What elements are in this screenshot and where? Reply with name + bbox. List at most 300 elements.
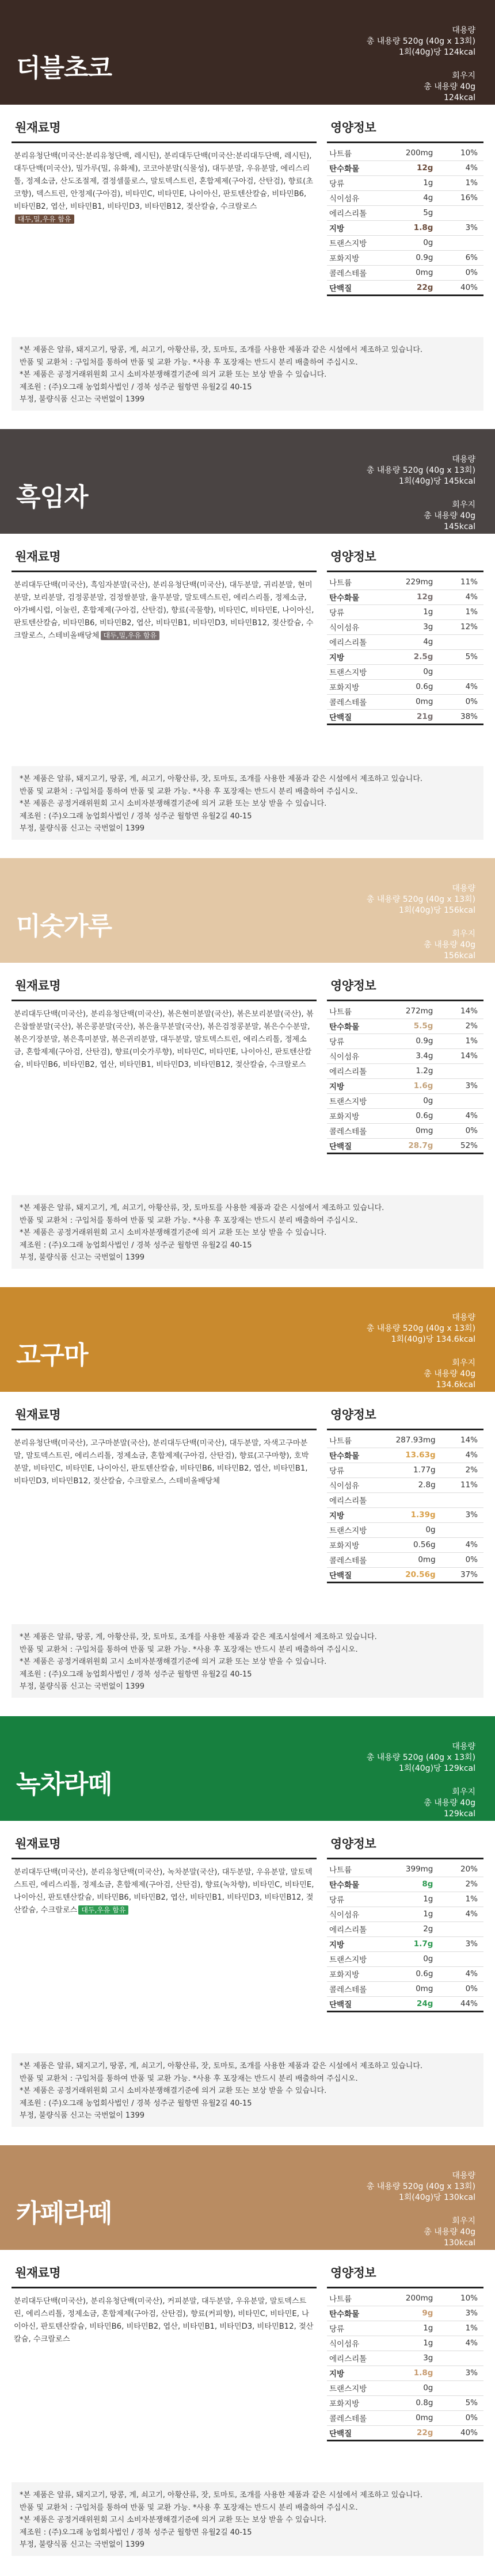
- header-line: 129kcal: [444, 1809, 475, 1819]
- nutrient-percent: 40%: [443, 2425, 483, 2440]
- nutrient-percent: 1%: [443, 2321, 483, 2336]
- nutrient-percent: 52%: [443, 1138, 483, 1153]
- nutrition-row: [327, 2321, 483, 2336]
- nutrient-percent: 4%: [443, 590, 483, 604]
- header-line: 124kcal: [444, 93, 475, 102]
- nutrient-amount: 0mg: [406, 2410, 444, 2425]
- nutrient-amount: 4g: [406, 634, 444, 649]
- nutrient-amount: 13.63g: [396, 1448, 446, 1463]
- nutrient-name: 나트륨: [327, 1862, 406, 1877]
- nutrition-row: [327, 1048, 483, 1063]
- header-line: 대용량: [452, 884, 475, 893]
- nutrient-amount: 0mg: [406, 694, 444, 709]
- nutrient-name: 식이섬유: [327, 1048, 406, 1063]
- nutrient-amount: 5.5g: [406, 1019, 444, 1034]
- nutrient-percent: [443, 235, 483, 250]
- nutrient-percent: 3%: [443, 220, 483, 235]
- notice-box: [12, 1624, 483, 1698]
- header-line: 총 내용량 520g (40g x 13회): [366, 895, 475, 904]
- nutrient-amount: 200mg: [406, 2291, 444, 2306]
- product-header: [0, 2145, 495, 2250]
- nutrient-name: 에리스리톨: [327, 1492, 396, 1507]
- nutrient-amount: 1g: [406, 175, 444, 190]
- nutrient-name: 트랜스지방: [327, 664, 406, 679]
- notice-line: 반품 및 교환처 : 구입처를 통하여 반품 및 교환 가능. *사용 후 포장재는 반드시 분리 배출하여 주십시오.: [20, 1216, 358, 1225]
- header-line: 대용량: [452, 455, 475, 464]
- header-line: 대용량: [452, 26, 475, 35]
- header-info: [367, 454, 475, 545]
- ingredients-title: 원재료명: [12, 534, 317, 572]
- notice-line: *본 제품은 알류, 땅콩, 게, 아황산류, 잣, 토마토, 조개를 사용한 제품과 같은 제조시설에서 제조하고 있습니다.: [20, 1633, 377, 1641]
- ingredients-panel: [12, 2250, 317, 2346]
- nutrient-amount: 0g: [406, 664, 444, 679]
- nutrient-amount: 287.93mg: [396, 1433, 446, 1448]
- nutrient-percent: 0%: [443, 694, 483, 709]
- nutrition-row: [327, 1463, 483, 1478]
- nutrient-percent: 37%: [446, 1567, 483, 1582]
- nutrient-name: 지방: [327, 2366, 406, 2380]
- notice-line: 부정, 불량식품 신고는 국번없이 1399: [20, 395, 144, 404]
- nutrition-row: [327, 649, 483, 664]
- notice-line: *본 제품은 공정거래위원회 고시 소비자분쟁해결기준에 의거 교환 또는 보상 받을 수 있습니다.: [20, 1228, 327, 1237]
- notice-line: 부정, 불량식품 신고는 국번없이 1399: [20, 2540, 144, 2549]
- nutrition-row: [327, 160, 483, 175]
- header-line: 회우지: [452, 2217, 475, 2226]
- nutrient-percent: 6%: [443, 250, 483, 265]
- nutrition-row: [327, 1507, 483, 1522]
- nutrient-percent: 0%: [446, 1552, 483, 1567]
- nutrient-amount: 3.4g: [406, 1048, 444, 1063]
- nutrient-percent: 2%: [443, 1877, 483, 1892]
- header-info-single: [367, 71, 475, 104]
- notice-line: 반품 및 교환처 : 구입처를 통하여 반품 및 교환 가능. *사용 후 포장재는 반드시 분리 배출하여 주십시오.: [20, 2503, 358, 2512]
- nutrition-row: [327, 1478, 483, 1492]
- nutrient-percent: 1%: [443, 1892, 483, 1907]
- nutrition-row: [327, 2306, 483, 2321]
- notice-line: 부정, 불량식품 신고는 국번없이 1399: [20, 1682, 144, 1691]
- nutrient-percent: 3%: [443, 2306, 483, 2321]
- nutrient-name: 식이섬유: [327, 1478, 396, 1492]
- nutrient-amount: 12g: [406, 160, 444, 175]
- nutrient-amount: 1.8g: [406, 220, 444, 235]
- product-section: [0, 1287, 495, 1716]
- nutrient-amount: 0.9g: [406, 1034, 444, 1048]
- product-header: [0, 0, 495, 105]
- header-line: 총 내용량 520g (40g x 13회): [366, 1753, 475, 1762]
- nutrition-row: [327, 1862, 483, 1877]
- nutrition-row: [327, 694, 483, 709]
- nutrient-amount: 1.77g: [396, 1463, 446, 1478]
- header-line: 회우지: [452, 929, 475, 939]
- nutrient-name: 식이섬유: [327, 2336, 406, 2351]
- ingredients-text: [12, 572, 317, 642]
- nutrition-row: [327, 1034, 483, 1048]
- nutrient-amount: 8g: [406, 1877, 444, 1892]
- nutrient-percent: 14%: [443, 1004, 483, 1019]
- nutrient-name: 콜레스테롤: [327, 1981, 406, 1996]
- nutrient-amount: 3g: [406, 2351, 444, 2366]
- nutrition-title: 영양정보: [327, 534, 483, 572]
- notice-line: *본 제품은 알류, 돼지고기, 땅콩, 게, 쇠고기, 아황산류, 잣, 토마토, 조개를 사용한 제품과 같은 시설에서 제조하고 있습니다.: [20, 775, 423, 783]
- nutrition-table: [327, 146, 483, 296]
- nutrient-name: 콜레스테롤: [327, 1552, 396, 1567]
- nutrient-amount: 1g: [406, 2321, 444, 2336]
- product-main: [12, 105, 483, 337]
- nutrition-row: [327, 2410, 483, 2425]
- nutrition-panel: [327, 1392, 483, 1583]
- nutrition-row: [327, 175, 483, 190]
- notice-line: *본 제품은 알류, 돼지고기, 땅콩, 게, 쇠고기, 아황산류, 잣, 토마토, 조개를 사용한 제품과 같은 시설에서 제조하고 있습니다.: [20, 2491, 423, 2500]
- product-main: [12, 2250, 483, 2482]
- header-info-large: [367, 454, 475, 487]
- nutrient-amount: 2.5g: [406, 649, 444, 664]
- nutrition-table: [327, 1004, 483, 1154]
- nutrient-percent: 20%: [443, 1862, 483, 1877]
- nutrient-amount: 0.9g: [406, 250, 444, 265]
- nutrient-name: 지방: [327, 1936, 406, 1951]
- nutrient-name: 단백질: [327, 709, 406, 724]
- notice-box: [12, 2482, 483, 2556]
- nutrition-row: [327, 1078, 483, 1093]
- header-line: 1회(40g)당 124kcal: [398, 48, 475, 57]
- nutrient-name: 포화지방: [327, 679, 406, 694]
- ingredients-title: 원재료명: [12, 2250, 317, 2288]
- nutrient-percent: 40%: [443, 280, 483, 295]
- nutrition-title: 영양정보: [327, 1392, 483, 1430]
- nutrition-title: 영양정보: [327, 105, 483, 143]
- product-section: [0, 0, 495, 429]
- nutrient-amount: 1.2g: [406, 1063, 444, 1078]
- nutrient-percent: 10%: [443, 2291, 483, 2306]
- nutrient-name: 탄수화물: [327, 2306, 406, 2321]
- nutrient-name: 포화지방: [327, 1966, 406, 1981]
- nutrient-amount: 0mg: [406, 1981, 444, 1996]
- nutrient-percent: 3%: [446, 1507, 483, 1522]
- nutrient-name: 콜레스테롤: [327, 1123, 406, 1138]
- nutrition-row: [327, 1996, 483, 2011]
- nutrient-percent: 4%: [443, 679, 483, 694]
- header-line: 총 내용량 40g: [424, 2227, 475, 2237]
- notice-line: *본 제품은 공정거래위원회 고시 소비자분쟁해결기준에 의거 교환 또는 보상 받을 수 있습니다.: [20, 2087, 327, 2095]
- ingredients-text: [12, 2288, 317, 2346]
- ingredients-content: 분리대두단백(미국산), 분리유청단백(미국산), 커피분말, 대두분말, 우유분말, 말토덱스트린, 에리스리톨, 정제소금, 혼합제제(구아검, 산탄검), 향료(커피향), 비타민C, 비타민E, 나이아신, 판토텐산칼슘, 비타민B6, 비타민B2, 엽산, 비타민B1, 비타민D3, 비타민B12, 젖산칼슘, 수크랄로스: [14, 2297, 314, 2344]
- header-line: 1회(40g)당 129kcal: [398, 1764, 475, 1773]
- ingredients-title: 원재료명: [12, 963, 317, 1001]
- nutrient-name: 포화지방: [327, 250, 406, 265]
- nutrient-name: 콜레스테롤: [327, 265, 406, 280]
- notice-box: [12, 2053, 483, 2127]
- nutrition-row: [327, 1063, 483, 1078]
- nutrient-percent: 14%: [446, 1433, 483, 1448]
- nutrient-name: 나트륨: [327, 575, 406, 590]
- nutrition-row: [327, 1877, 483, 1892]
- header-line: 총 내용량 520g (40g x 13회): [366, 2182, 475, 2191]
- header-info-large: [367, 2171, 475, 2203]
- header-line: 1회(40g)당 156kcal: [398, 906, 475, 915]
- notice-line: *본 제품은 공정거래위원회 고시 소비자분쟁해결기준에 의거 교환 또는 보상 받을 수 있습니다.: [20, 799, 327, 808]
- header-line: 총 내용량 40g: [424, 940, 475, 950]
- nutrient-amount: 2.8g: [396, 1478, 446, 1492]
- ingredients-content: 분리유청단백(미국산:분리유청단백, 레시틴), 분리대두단백(미국산:분리대두단백, 레시틴), 대두단백(미국산), 밀가루(밀, 유화제), 코코아분말(식물성), 대두분말, 우유분말, 에리스리톨, 정제소금, 산도조절제, 결정셀룰로스, 말토덱스트린, 혼합제제(구아검, 산탄검), 향료(초코향), 덱스트린, 안정제(구아검), 비타민C, 비타민E, 나이아신, 판토텐산칼슘, 비타민B6, 비타민B2, 엽산, 비타민B1, 비타민D3, 비타민B12, 젖산칼슘, 수크랄로스: [14, 152, 313, 211]
- nutrient-name: 포화지방: [327, 2395, 406, 2410]
- nutrition-row: [327, 575, 483, 590]
- nutrition-row: [327, 190, 483, 205]
- nutrition-row: [327, 1522, 483, 1537]
- nutrient-percent: 3%: [443, 1078, 483, 1093]
- notice-box: [12, 766, 483, 840]
- notice-line: 제조원 : (주)오그래 농업회사법인 / 경북 성주군 월항면 유월2길 40-15: [20, 812, 252, 821]
- nutrient-amount: 229mg: [406, 575, 444, 590]
- header-line: 총 내용량 520g (40g x 13회): [366, 37, 475, 46]
- header-info-single: [367, 500, 475, 533]
- nutrition-row: [327, 1123, 483, 1138]
- header-line: 회우지: [452, 500, 475, 510]
- nutrient-amount: 0g: [406, 2380, 444, 2395]
- nutrient-name: 식이섬유: [327, 619, 406, 634]
- nutrition-table: [327, 1433, 483, 1583]
- nutrient-name: 트랜스지방: [327, 235, 406, 250]
- ingredients-title: 원재료명: [12, 1392, 317, 1430]
- header-line: 회우지: [452, 1787, 475, 1797]
- notice-line: 부정, 불량식품 신고는 국번없이 1399: [20, 824, 144, 833]
- notice-line: *본 제품은 알류, 돼지고기, 땅콩, 게, 쇠고기, 아황산류, 잣, 토마토, 조개를 사용한 제품과 같은 시설에서 제조하고 있습니다.: [20, 346, 423, 354]
- notice-line: 반품 및 교환처 : 구입처를 통하여 반품 및 교환 가능. *사용 후 포장재는 반드시 분리 배출하여 주십시오.: [20, 358, 358, 367]
- notice-box: [12, 337, 483, 411]
- notice-line: 부정, 불량식품 신고는 국번없이 1399: [20, 2111, 144, 2120]
- notice-line: *본 제품은 공정거래위원회 고시 소비자분쟁해결기준에 의거 교환 또는 보상 받을 수 있습니다.: [20, 1658, 327, 1666]
- nutrition-table: [327, 1862, 483, 2012]
- nutrient-percent: 1%: [443, 604, 483, 619]
- nutrient-name: 에리스리톨: [327, 205, 406, 220]
- header-line: 대용량: [452, 1313, 475, 1322]
- notice-line: 반품 및 교환처 : 구입처를 통하여 반품 및 교환 가능. *사용 후 포장재는 반드시 분리 배출하여 주십시오.: [20, 787, 358, 796]
- nutrient-name: 단백질: [327, 1996, 406, 2011]
- product-title: 더블초코: [16, 53, 112, 83]
- nutrition-row: [327, 2336, 483, 2351]
- nutrient-amount: 21g: [406, 709, 444, 724]
- nutrition-row: [327, 634, 483, 649]
- nutrient-name: 탄수화물: [327, 590, 406, 604]
- nutrient-amount: 0mg: [396, 1552, 446, 1567]
- nutrient-percent: 12%: [443, 619, 483, 634]
- nutrient-name: 탄수화물: [327, 1877, 406, 1892]
- nutrient-name: 콜레스테롤: [327, 694, 406, 709]
- product-main: [12, 963, 483, 1195]
- header-line: 145kcal: [444, 522, 475, 531]
- header-line: 총 내용량 520g (40g x 13회): [366, 1324, 475, 1333]
- nutrient-name: 당류: [327, 1034, 406, 1048]
- nutrient-amount: 399mg: [406, 1862, 444, 1877]
- nutrient-name: 탄수화물: [327, 1019, 406, 1034]
- nutrient-amount: 0g: [406, 235, 444, 250]
- notice-line: 제조원 : (주)오그래 농업회사법인 / 경북 성주군 월항면 유월2길 40-15: [20, 2099, 252, 2108]
- notice-line: 제조원 : (주)오그래 농업회사법인 / 경북 성주군 월항면 유월2길 40-15: [20, 1670, 252, 1679]
- notice-line: 제조원 : (주)오그래 농업회사법인 / 경북 성주군 월항면 유월2길 40-15: [20, 1241, 252, 1250]
- ingredients-content: 분리대두단백(미국산), 분리유청단백(미국산), 녹차분말(국산), 대두분말, 우유분말, 말토덱스트린, 에리스리톨, 정제소금, 혼합제제(구아검, 산탄검), 향료(녹차향), 비타민C, 비타민E, 나이아신, 판토텐산칼슘, 비타민B6, 비타민B2, 엽산, 비타민B1, 비타민D3, 비타민B12, 젖산칼슘, 수크랄로스: [14, 1868, 314, 1915]
- nutrient-amount: 28.7g: [406, 1138, 444, 1153]
- nutrition-panel: [327, 105, 483, 296]
- product-header: [0, 1287, 495, 1392]
- nutrient-name: 나트륨: [327, 1433, 396, 1448]
- nutrient-amount: 0.6g: [406, 1966, 444, 1981]
- nutrient-name: 지방: [327, 1507, 396, 1522]
- nutrition-row: [327, 205, 483, 220]
- nutrient-percent: 2%: [443, 1019, 483, 1034]
- header-info-single: [367, 1787, 475, 1820]
- nutrient-amount: 0g: [406, 1093, 444, 1108]
- header-line: 1회(40g)당 130kcal: [398, 2193, 475, 2202]
- ingredients-text: [12, 143, 317, 226]
- nutrition-row: [327, 664, 483, 679]
- nutrient-amount: 22g: [406, 280, 444, 295]
- notice-line: 반품 및 교환처 : 구입처를 통하여 반품 및 교환 가능. *사용 후 포장재는 반드시 분리 배출하여 주십시오.: [20, 1645, 358, 1654]
- ingredients-title: 원재료명: [12, 105, 317, 143]
- nutrient-percent: 5%: [443, 2395, 483, 2410]
- nutrient-percent: 4%: [443, 1907, 483, 1922]
- nutrient-percent: 4%: [443, 1108, 483, 1123]
- nutrient-amount: 0mg: [406, 265, 444, 280]
- header-line: 130kcal: [444, 2238, 475, 2248]
- header-info-single: [367, 929, 475, 962]
- ingredients-text: [12, 1859, 317, 1917]
- ingredients-text: [12, 1430, 317, 1488]
- nutrient-amount: 0.56g: [396, 1537, 446, 1552]
- allergy-badge: 대두,우유 함유: [78, 1905, 128, 1915]
- nutrient-amount: 24g: [406, 1996, 444, 2011]
- nutrition-row: [327, 1004, 483, 1019]
- nutrient-percent: 0%: [443, 265, 483, 280]
- header-line: 1회(40g)당 145kcal: [398, 477, 475, 486]
- nutrient-name: 지방: [327, 649, 406, 664]
- product-main: [12, 1821, 483, 2053]
- nutrition-row: [327, 220, 483, 235]
- nutrient-amount: 2g: [406, 1922, 444, 1936]
- nutrient-name: 트랜스지방: [327, 1951, 406, 1966]
- nutrient-percent: 0%: [443, 1981, 483, 1996]
- product-section: [0, 2145, 495, 2574]
- header-info: [367, 1741, 475, 1832]
- nutrition-row: [327, 1492, 483, 1507]
- nutrient-percent: [443, 2380, 483, 2395]
- nutrient-name: 당류: [327, 1892, 406, 1907]
- notice-box: [12, 1195, 483, 1269]
- nutrient-name: 트랜스지방: [327, 1093, 406, 1108]
- header-line: 156kcal: [444, 951, 475, 960]
- nutrient-name: 에리스리톨: [327, 634, 406, 649]
- nutrition-panel: [327, 1821, 483, 2012]
- header-info-single: [367, 1358, 475, 1391]
- nutrient-amount: 1.7g: [406, 1936, 444, 1951]
- product-header: [0, 429, 495, 534]
- header-line: 대용량: [452, 2171, 475, 2180]
- ingredients-title: 원재료명: [12, 1821, 317, 1859]
- allergy-badge: 대두,밀,우유 함유: [101, 631, 160, 640]
- notice-line: 부정, 불량식품 신고는 국번없이 1399: [20, 1253, 144, 1262]
- nutrient-percent: [443, 634, 483, 649]
- nutrient-amount: 0mg: [406, 1123, 444, 1138]
- product-title: 카페라떼: [16, 2199, 112, 2228]
- header-info-large: [367, 1312, 475, 1345]
- nutrition-table: [327, 575, 483, 725]
- nutrient-name: 탄수화물: [327, 160, 406, 175]
- ingredients-panel: [12, 1392, 317, 1488]
- nutrient-amount: 22g: [406, 2425, 444, 2440]
- nutrition-row: [327, 2291, 483, 2306]
- header-line: 회우지: [452, 71, 475, 81]
- nutrient-amount: 1g: [406, 604, 444, 619]
- notice-line: 제조원 : (주)오그래 농업회사법인 / 경북 성주군 월항면 유월2길 40-15: [20, 2528, 252, 2537]
- nutrient-percent: 5%: [443, 649, 483, 664]
- nutrient-name: 단백질: [327, 1567, 396, 1582]
- nutrient-name: 단백질: [327, 280, 406, 295]
- nutrition-row: [327, 1892, 483, 1907]
- product-title: 흑임자: [16, 483, 88, 512]
- nutrient-percent: 2%: [446, 1463, 483, 1478]
- nutrition-row: [327, 1108, 483, 1123]
- nutrient-name: 탄수화물: [327, 1448, 396, 1463]
- nutrient-amount: 1g: [406, 2336, 444, 2351]
- nutrient-amount: 20.56g: [396, 1567, 446, 1582]
- nutrient-amount: 12g: [406, 590, 444, 604]
- nutrient-percent: 4%: [443, 2336, 483, 2351]
- nutrient-amount: 1.6g: [406, 1078, 444, 1093]
- nutrition-row: [327, 1537, 483, 1552]
- nutrient-name: 식이섬유: [327, 190, 406, 205]
- product-section: [0, 858, 495, 1287]
- header-line: 대용량: [452, 1742, 475, 1751]
- nutrient-percent: 10%: [443, 146, 483, 160]
- notice-line: *본 제품은 공정거래위원회 고시 소비자분쟁해결기준에 의거 교환 또는 보상 받을 수 있습니다.: [20, 370, 327, 379]
- nutrient-name: 나트륨: [327, 1004, 406, 1019]
- nutrition-row: [327, 619, 483, 634]
- nutrition-row: [327, 1936, 483, 1951]
- nutrient-percent: [443, 1063, 483, 1078]
- nutrient-percent: [443, 2351, 483, 2366]
- nutrition-title: 영양정보: [327, 963, 483, 1001]
- nutrition-row: [327, 2351, 483, 2366]
- nutrient-name: 지방: [327, 220, 406, 235]
- nutrient-percent: [443, 1922, 483, 1936]
- nutrient-percent: 4%: [443, 160, 483, 175]
- header-info: [367, 2171, 475, 2261]
- nutrient-amount: 272mg: [406, 1004, 444, 1019]
- header-line: 1회(40g)당 134.6kcal: [391, 1335, 475, 1344]
- nutrient-name: 포화지방: [327, 1108, 406, 1123]
- header-line: 총 내용량 40g: [424, 82, 475, 91]
- nutrient-percent: [443, 664, 483, 679]
- nutrition-row: [327, 679, 483, 694]
- nutrition-row: [327, 2366, 483, 2380]
- header-info-large: [367, 25, 475, 58]
- nutrient-amount: [396, 1492, 446, 1507]
- product-title: 고구마: [16, 1341, 88, 1370]
- nutrient-percent: 4%: [446, 1537, 483, 1552]
- nutrient-percent: 11%: [446, 1478, 483, 1492]
- nutrient-percent: 3%: [443, 1936, 483, 1951]
- notice-line: 반품 및 교환처 : 구입처를 통하여 반품 및 교환 가능. *사용 후 포장재는 반드시 분리 배출하여 주십시오.: [20, 2074, 358, 2083]
- header-info: [367, 883, 475, 974]
- ingredients-content: 분리유청단백(미국산), 고구마분말(국산), 분리대두단백(미국산), 대두분말, 자색고구마분말, 말토덱스트린, 에리스리톨, 정제소금, 혼합제제(구아검, 산탄검), 향료(고구마향), 호박분말, 비타민C, 비타민E, 나이아신, 판토텐산칼슘, 비타민B6, 비타민B2, 엽산, 비타민B1, 비타민D3, 비타민B12, 젖산칼슘, 수크랄로스, 스테비올배당체: [14, 1439, 309, 1486]
- nutrient-amount: 0g: [396, 1522, 446, 1537]
- nutrient-name: 식이섬유: [327, 1907, 406, 1922]
- nutrient-amount: 0g: [406, 1951, 444, 1966]
- header-line: 총 내용량 40g: [424, 511, 475, 520]
- nutrient-percent: 0%: [443, 1123, 483, 1138]
- header-info-large: [367, 883, 475, 916]
- nutrition-row: [327, 146, 483, 160]
- product-main: [12, 1392, 483, 1624]
- product-section: [0, 429, 495, 858]
